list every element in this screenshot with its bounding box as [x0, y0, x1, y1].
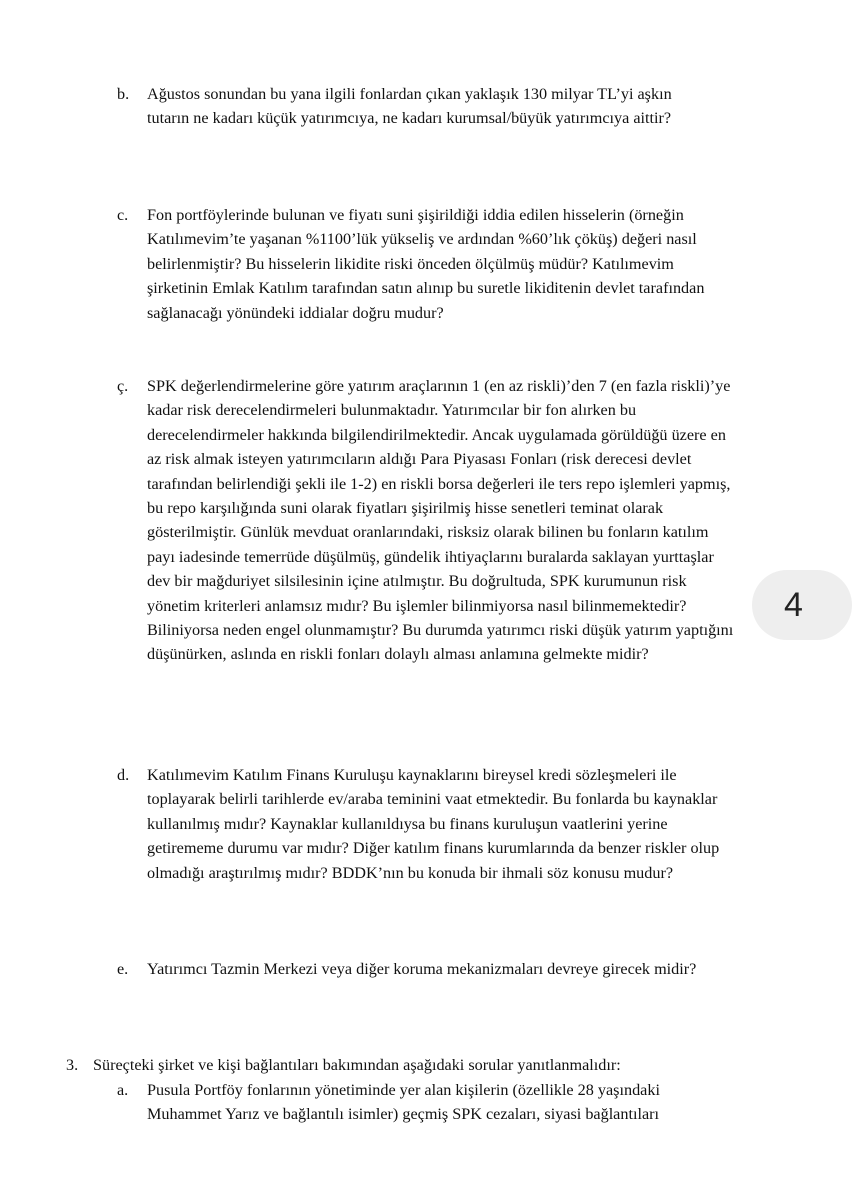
list-marker: c.: [117, 206, 129, 224]
section-heading: Süreçteki şirket ve kişi bağlantıları bakımından aşağıdaki sorular yanıtlanmalıdır:: [93, 1056, 621, 1074]
list-marker: ç.: [117, 377, 129, 395]
list-marker: e.: [117, 960, 129, 978]
page-number: 4: [784, 586, 803, 624]
question-text: Katılımevim Katılım Finans Kuruluşu kaynaklarını bireysel kredi sözleşmeleri ile toplayarak belirli tarihlerde ev/araba teminini vaat etmektedir. Bu fonlarda bu kaynaklar kullanılmış mıdır? Kaynaklar kullanıldıysa bu finans kuruluşun vaatlerini yerine getirememe durumu var mıdır? Diğer katılım finans kurumlarında da benzer riskler olup olmadığı araştırılmış mıdır? BDDK’nın bu konuda bir ihmali söz konusu mudur?: [147, 766, 720, 882]
list-marker: d.: [117, 766, 130, 784]
question-text: SPK değerlendirmelerine göre yatırım araçlarının 1 (en az riskli)’den 7 (en fazla riskli)’ye kadar risk derecelendirmeleri bulunmaktadır. Yatırımcılar bir fon alırken bu derecelendirmeler hakkında bilgilendirilmektedir. Ancak uygulamada görüldüğü üzere en az risk almak isteyen yatırımcıların aldığı Para Piyasası Fonları (risk derecesi devlet tarafından belirlendiği şekli ile 1-2) en riskli borsa değerleri ile ters repo işlemleri yapmış, bu repo karşılığında suni olarak fiyatları şişirilmiş hisse senetleri teminat olarak gösterilmiştir. Günlük mevduat oranlarındaki, risksiz olarak bilinen bu fonların katılım payı iadesinde temerrüde düşülmüş, gündelik ihtiyaçlarını buralarda saklayan yurttaşlar dev bir mağduriyet silsilesinin içine atılmıştır. Bu doğrultuda, SPK kurumunun risk yönetim kriterleri anlamsız mıdır? Bu işlemler bilinmiyorsa nasıl bilinmemektedir? Biliniyorsa neden engel olunmamıştır? Bu durumda yatırımcı riski düşük yatırım yaptığını düşünürken, aslında en riskli fonları dolaylı alması anlamına gelmekte midir?: [147, 377, 734, 664]
question-text: Ağustos sonundan bu yana ilgili fonlardan çıkan yaklaşık 130 milyar TL’yi aşkın tutarın ne kadarı küçük yatırımcıya, ne kadarı kurumsal/büyük yatırımcıya aittir?: [147, 85, 672, 128]
question-text: Fon portföylerinde bulunan ve fiyatı suni şişirildiği iddia edilen hisselerin (örneğin Katılımevim’te yaşanan %1100’lük yükseliş ve ardından %60’lık çöküş) değeri nasıl belirlenmiştir? Bu hisselerin likidite riski önceden ölçülmüş müdür? Katılımevim şirketinin Emlak Katılım tarafından satın alınıp bu suretle likiditenin devlet tarafından sağlanacağı yönündeki iddialar doğru mudur?: [147, 206, 705, 322]
list-marker: a.: [117, 1081, 129, 1099]
list-marker: 3.: [66, 1056, 79, 1074]
question-text: Yatırımcı Tazmin Merkezi veya diğer koruma mekanizmaları devreye girecek midir?: [147, 960, 697, 978]
page-number-badge[interactable]: [752, 570, 852, 640]
list-marker: b.: [117, 85, 130, 103]
question-text: Pusula Portföy fonlarının yönetiminde yer alan kişilerin (özellikle 28 yaşındaki Muhammet Yarız ve bağlantılı isimler) geçmiş SPK cezaları, siyasi bağlantıları: [147, 1081, 660, 1124]
